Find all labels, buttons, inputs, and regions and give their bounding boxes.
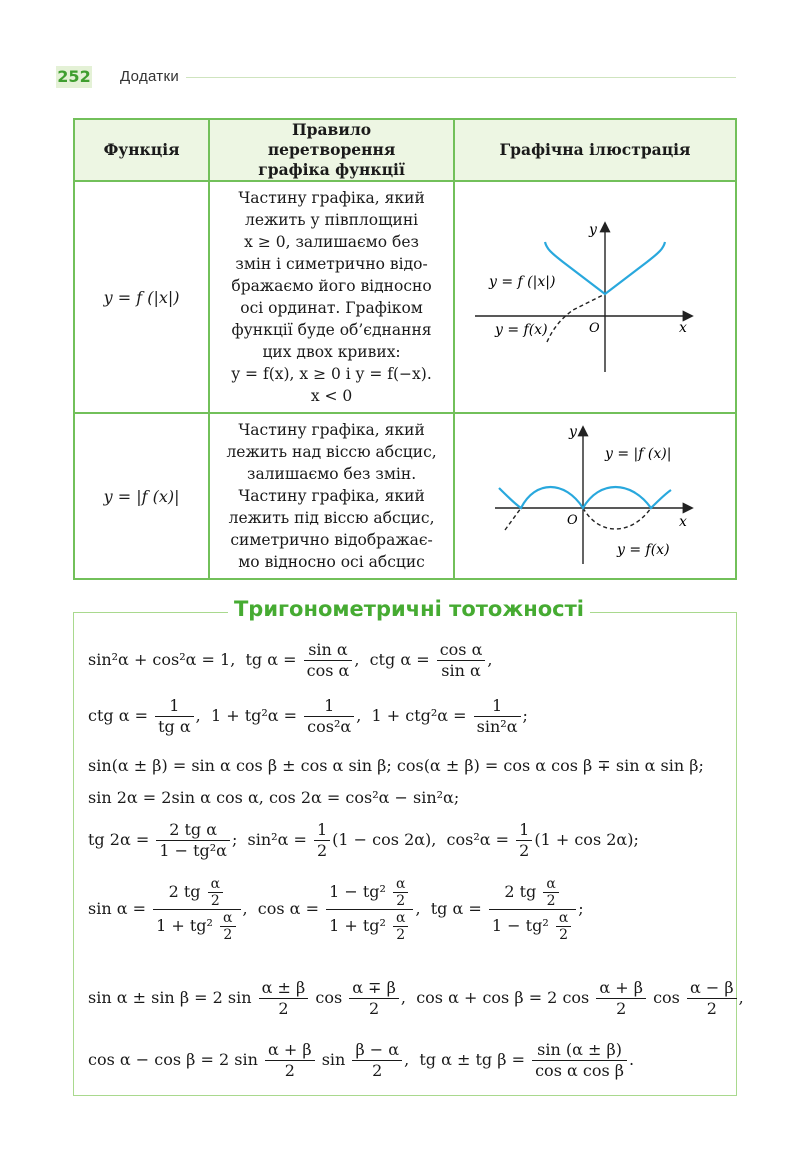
- origin-label: O: [589, 321, 600, 336]
- function-cell: y = f (|x|): [74, 181, 209, 413]
- page-number: 252: [57, 67, 91, 86]
- graph-cell: [454, 181, 736, 413]
- curve-label-abs-x: y = f (|x|): [489, 274, 556, 290]
- curve-abs-fx: [499, 487, 671, 508]
- graph-cell: [454, 413, 736, 579]
- formula-line-6: sin α = 2 tg $\frac{\alpha}{2}$ 1 + tg² $\frac{\alpha}{2}$ , cos α = 1 − tg² $\frac{\alpha}{2}$ 1 + tg² $\frac{\alpha}{2}$ , tg α = 2 tg $\frac{\alpha}{2}$ 1 − tg² $\frac{\alpha}{2}$ ;: [88, 876, 584, 943]
- formula-line-3: sin(α ± β) = sin α cos β ± cos α sin β; cos(α ± β) = cos α cos β ∓ sin α sin β;: [88, 756, 704, 775]
- formula-line-8: cos α − cos β = 2 sin $\frac{\alpha + \beta}{2}$ sin $\frac{\beta - \alpha}{2}$ , tg α ± tg β = $\frac{\sin (\alpha \pm \beta)}{\text{cos α cos β}}$ .: [88, 1040, 635, 1080]
- table-row: [74, 181, 736, 413]
- formula-line-4: sin 2α = 2sin α cos α, cos 2α = cos²α − sin²α;: [88, 788, 460, 807]
- page-header: [56, 64, 736, 90]
- formula-line-5: tg 2α = $\frac{\text{2 tg α}}{\text{1 − tg²α}}$ ; sin²α = $\frac{1}{2}$ (1 − cos 2α), cos²α = $\frac{1}{2}$ (1 + cos 2α);: [88, 820, 639, 860]
- header-function: Функція: [74, 119, 209, 181]
- x-axis-label: x: [679, 514, 687, 530]
- table-row: [74, 413, 736, 579]
- header-rule: [186, 77, 736, 78]
- function-cell: y = |f (x)|: [74, 413, 209, 579]
- graph-abs-x: [455, 182, 735, 408]
- formula-line-2: ctg α = $\frac{1}{\text{tg α}}$ , 1 + tg²α = $\frac{1}{\text{cos²α}}$ , 1 + ctg²α = $\frac{1}{\text{sin²α}}$ ;: [88, 696, 528, 736]
- header-rule: Правило перетворення графіка функції: [209, 119, 454, 181]
- transform-table: [73, 118, 737, 580]
- trig-identities-title: Тригонометричні тотожності: [228, 592, 590, 626]
- y-axis-label: y: [569, 424, 577, 440]
- rule-cell: Частину графіка, який лежить над віссю абсцис, залишаємо без змін. Частину графіка, який лежить під віссю абсцис, симетрично відображає- мо відносно осі абсцис: [209, 413, 454, 579]
- section-title: Додатки: [120, 68, 180, 85]
- origin-label: O: [567, 513, 578, 528]
- header-graph: Графічна ілюстрація: [454, 119, 736, 181]
- x-axis-label: x: [679, 320, 687, 336]
- curve-label-fx: y = f(x): [617, 542, 670, 558]
- curve-fx-dashed: [505, 508, 651, 530]
- curve-label-fx: y = f(x): [495, 322, 548, 338]
- curve-label-abs-f: y = |f (x)|: [605, 446, 672, 462]
- table-header-row: [74, 119, 736, 181]
- rule-cell: Частину графіка, який лежить у півплощині x ≥ 0, залишаємо без змін і симетрично відо- бражаємо його відносно осі ординат. Графіком функції буде об’єднання цих двох кривих: y = f(x), x ≥ 0 і y = f(−x). x < 0: [209, 181, 454, 413]
- y-axis-label: y: [589, 222, 597, 238]
- formula-line-1: sin²α + cos²α = 1, tg α = $\frac{\text{sin α}}{\text{cos α}}$ , ctg α = $\frac{\text{cos α}}{\text{sin α}}$ ,: [88, 640, 493, 680]
- formula-line-7: sin α ± sin β = 2 sin $\frac{\alpha \pm \beta}{2}$ cos $\frac{\alpha \mp \beta}{2}$ , cos α + cos β = 2 cos $\frac{\alpha + \beta}{2}$ cos $\frac{\alpha - \beta}{2}$ ,: [88, 978, 744, 1018]
- graph-abs-f: [455, 414, 735, 574]
